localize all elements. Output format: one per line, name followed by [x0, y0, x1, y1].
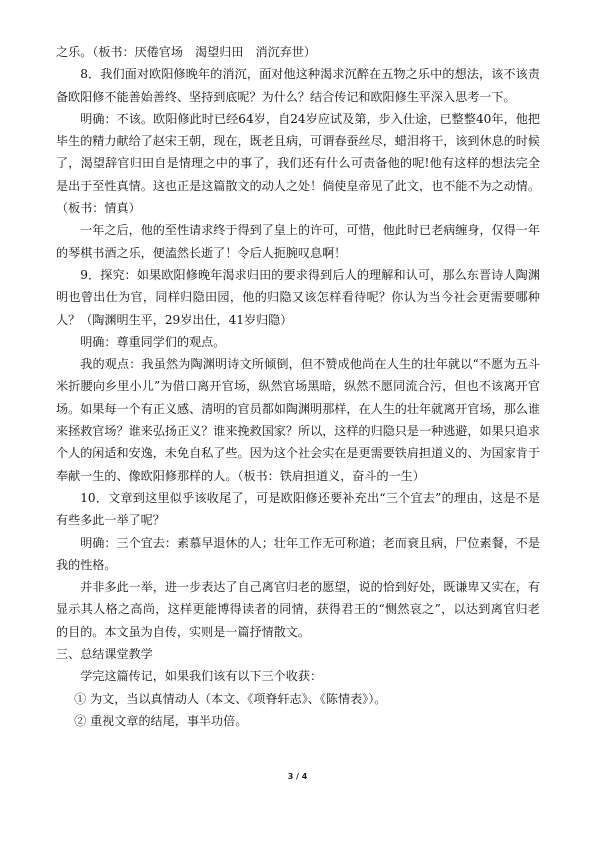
paragraph: 10．文章到这里似乎该收尾了，可是欧阳修还要补充出“三个宜去”的理由，这是不是有些多此一举了呢？: [56, 490, 540, 528]
paragraph: 之乐。（板书：厌倦官场 渴望归田 消沉弃世）: [56, 45, 317, 59]
paragraph: 明确：不该。欧阳修此时已经64岁，自24岁应试及第，步入仕途，已整整40年，他把毕生的精力献给了赵宋王朝，现在，既老且病，可谓春蚕丝尽，蜡泪将干，该到休息的时候了，渴望辞官归田自是情理之中的事了，我们还有什么可责备他的呢!他有这样的想法完全是出于至性真情。这也正是这篇散文的动人之处！倘使皇帝见了此文，也不能不为之动情。（板书：情真）: [56, 111, 540, 216]
paragraph: 一年之后，他的至性请求终于得到了皇上的许可，可惜，他此时已老病缠身，仅得一年的琴棋书酒之乐，便溘然长逝了！令后人扼腕叹息啊！: [56, 223, 540, 260]
paragraph: 我的观点：我虽然为陶渊明诗文所倾倒，但不赞成他尚在人生的壮年就以“不愿为五斗米折腰向乡里小儿”为借口离开官场，纵然官场黑暗，纵然不愿同流合污，但也不该离开官场。如果每一个有正义感、清明的官员都如陶渊明那样，在人生的壮年就离开官场，那么谁来拯救官场？谁来弘扬正义？谁来挽救国家？所以，这样的归隐只是一种逃避，如果只追求个人的闲适和安逸，未免自私了些。因为这个社会实在是更需要铁肩担道义的、为国家肯于奉献一生的、像欧阳修那样的人。（板书：铁肩担道义，奋斗的一生）: [56, 357, 540, 483]
page-number: 3 / 4: [287, 772, 308, 781]
paragraph: 8．我们面对欧阳修晚年的消沉，面对他这种渴求沉醉在五物之乐中的想法，该不该责备欧阳修不能善始善终、坚持到底呢？为什么？结合传记和欧阳修生平深入思考一下。: [56, 67, 540, 104]
document-body: [56, 41, 540, 732]
paragraph: 三、总结课堂教学: [56, 647, 153, 662]
paragraph: 明确：三个宜去：素慕早退休的人；壮年工作无可称道；老而衰且病，尸位素餐，不是我的性格。: [56, 535, 540, 572]
paragraph: 学完这篇传记，如果我们该有以下三个收获：: [80, 669, 323, 684]
paragraph: 9．探究：如果欧阳修晚年渴求归田的要求得到后人的理解和认可，那么东晋诗人陶渊明也曾出仕为官，同样归隐田园，他的归隐又该怎样看待呢？你认为当今社会更需要哪种人？（陶渊明生平，29岁出仕，41岁归隐）: [56, 267, 540, 327]
paragraph: ① 为文，当以真情动人（本文、《项脊轩志》、《陈情表》）。: [74, 691, 387, 706]
paragraph: 并非多此一举，进一步表达了自己离官归老的愿望，说的恰到好处，既谦卑又实在，有显示其人格之高尚，这样更能博得读者的同情，获得君王的“恻然哀之”，以达到离官归老的目的。本文虽为自传，实则是一篇抒情散文。: [56, 580, 540, 639]
paragraph: 明确：尊重同学们的观点。: [80, 334, 226, 349]
paragraph: ② 重视文章的结尾，事半功倍。: [74, 713, 248, 728]
